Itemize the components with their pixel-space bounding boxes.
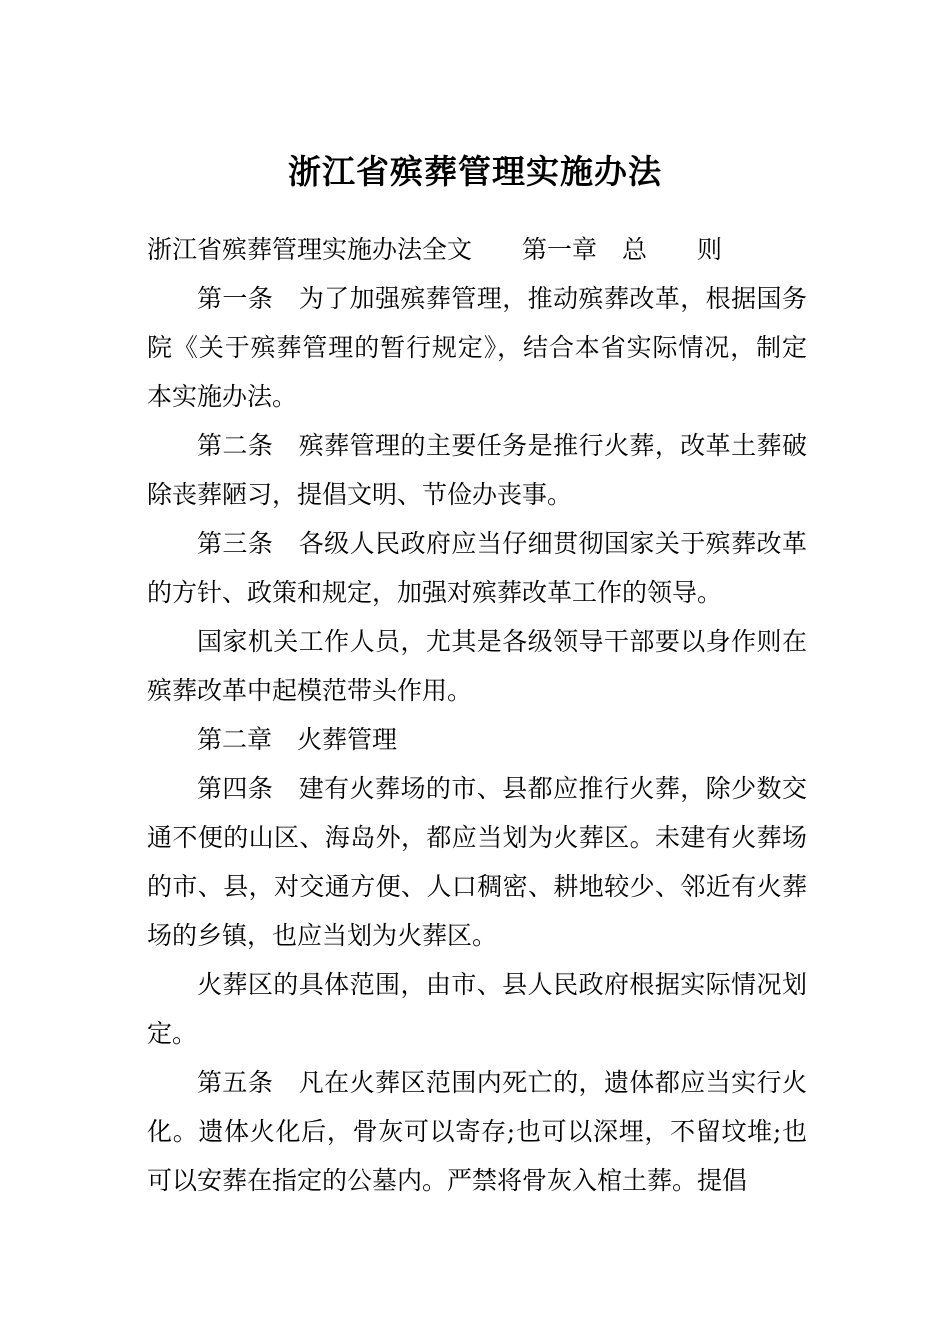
document-body	[147, 225, 807, 1205]
chapter-2-heading: 第二章 火葬管理	[197, 725, 398, 754]
article-4: 第四条 建有火葬场的市、县都应推行火葬，除少数交通不便的山区、海岛外，都应当划为火葬区。未建有火葬场的市、县，对交通方便、人口稠密、耕地较少、邻近有火葬场的乡镇，也应当划为火葬区。	[147, 774, 807, 950]
article-3-paragraph-2: 国家机关工作人员，尤其是各级领导干部要以身作则在殡葬改革中起模范带头作用。	[147, 627, 807, 705]
article-2: 第二条 殡葬管理的主要任务是推行火葬，改革土葬破除丧葬陋习，提倡文明、节俭办丧事。	[147, 431, 807, 509]
article-5: 第五条 凡在火葬区范围内死亡的，遗体都应当实行火化。遗体火化后，骨灰可以寄存;也可以深埋，不留坟堆;也可以安葬在指定的公墓内。严禁将骨灰入棺土葬。提倡	[147, 1068, 807, 1195]
article-1: 第一条 为了加强殡葬管理，推动殡葬改革，根据国务院《关于殡葬管理的暂行规定》，结合本省实际情况，制定本实施办法。	[147, 284, 807, 411]
article-3: 第三条 各级人民政府应当仔细贯彻国家关于殡葬改革的方针、政策和规定，加强对殡葬改革工作的领导。	[147, 529, 807, 607]
intro-line: 浙江省殡葬管理实施办法全文 第一章 总 则	[147, 235, 723, 264]
article-4-paragraph-2: 火葬区的具体范围，由市、县人民政府根据实际情况划定。	[147, 970, 807, 1048]
document-title: 浙江省殡葬管理实施办法	[288, 152, 662, 192]
